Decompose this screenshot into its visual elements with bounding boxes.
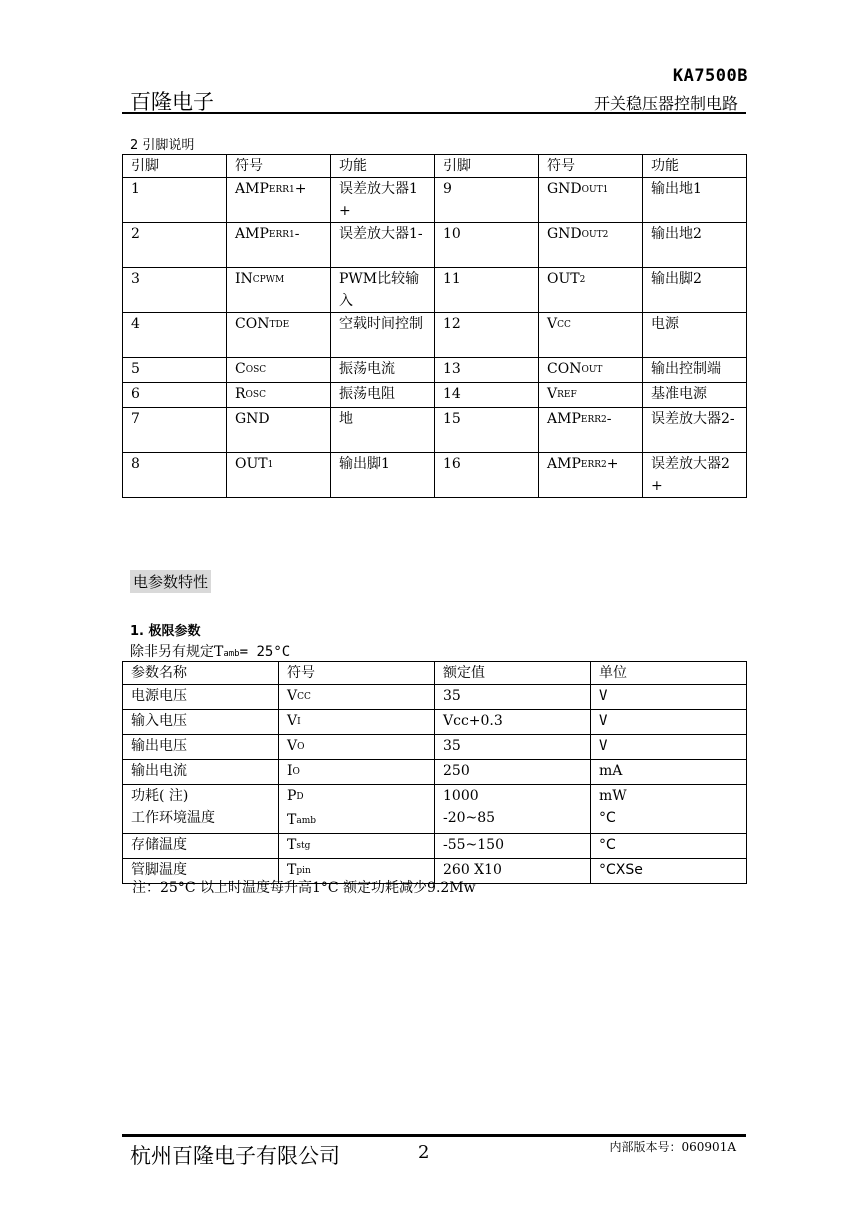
symbol-sub: CC <box>297 692 311 702</box>
pin-row <box>123 408 747 453</box>
param-symbol <box>279 834 435 859</box>
symbol-sub: O <box>297 742 305 752</box>
param-value: 35 <box>435 735 591 760</box>
symbol-main: AMP <box>547 456 581 472</box>
symbol-main: V <box>547 316 558 332</box>
symbol-cell <box>539 313 643 358</box>
symbol-sub: pin <box>296 866 311 876</box>
pin-section-title: 2 引脚说明 <box>130 138 195 153</box>
page-number: 2 <box>418 1142 430 1163</box>
symbol-sub: amb <box>296 816 317 826</box>
pin-number: 2 <box>123 223 227 268</box>
symbol-cell <box>539 268 643 313</box>
param-value: 260 X10 <box>435 859 591 884</box>
symbol-sub: ERR2 <box>580 460 607 470</box>
limit-section-title: 1. 极限参数 <box>130 624 201 639</box>
symbol-sub: OSC <box>245 365 267 375</box>
symbol-suffix: + <box>294 181 307 197</box>
symbol-suffix: - <box>606 411 612 427</box>
pin-function: 输出控制端 <box>643 358 747 383</box>
pin-number: 6 <box>123 383 227 408</box>
param-symbol <box>279 735 435 760</box>
header-cell: 引脚 <box>435 155 539 178</box>
param-unit: °C <box>591 834 747 859</box>
unit-line: mW <box>599 788 627 804</box>
symbol-main: CON <box>547 361 582 377</box>
pin-table-header <box>123 155 747 178</box>
symbol-cell <box>227 408 331 453</box>
header-cell: 参数名称 <box>123 662 279 685</box>
pin-function: 输出脚1 <box>331 453 435 498</box>
pin-number: 11 <box>435 268 539 313</box>
param-unit: °CXSe <box>591 859 747 884</box>
note-text: 注：25°C 以上时温度每升高1°C 额定功耗减少9.2Mw <box>132 880 476 896</box>
limit-row <box>123 834 747 859</box>
limit-row <box>123 760 747 785</box>
footer-divider <box>122 1134 746 1137</box>
limit-row <box>123 710 747 735</box>
pin-row <box>123 313 747 358</box>
pin-function: PWM比较输入 <box>331 268 435 313</box>
pin-function: 振荡电阻 <box>331 383 435 408</box>
header-cell: 单位 <box>591 662 747 685</box>
param-name: 输入电压 <box>123 710 279 735</box>
header-subtitle: 开关稳压器控制电路 <box>593 94 738 113</box>
header-company: 百隆电子 <box>130 90 214 114</box>
pin-number: 10 <box>435 223 539 268</box>
symbol-main: T <box>287 837 297 853</box>
symbol-sub: ERR1 <box>268 185 295 195</box>
header-cell: 功能 <box>643 155 747 178</box>
symbol-main: IN <box>235 271 253 287</box>
symbol-main: I <box>287 763 293 779</box>
header-cell: 功能 <box>331 155 435 178</box>
symbol-sub: OUT1 <box>581 185 609 195</box>
param-unit: V <box>591 710 747 735</box>
symbol-sub: REF <box>557 390 577 400</box>
param-unit <box>591 785 747 834</box>
param-value: Vcc+0.3 <box>435 710 591 735</box>
symbol-cell <box>539 358 643 383</box>
symbol-main: OUT <box>235 456 268 472</box>
limit-row <box>123 735 747 760</box>
pin-function: 误差放大器1- <box>331 223 435 268</box>
symbol-main: T <box>287 862 297 878</box>
pin-number: 5 <box>123 358 227 383</box>
param-name: 存储温度 <box>123 834 279 859</box>
symbol-main: P <box>287 788 297 804</box>
symbol-line <box>287 785 428 809</box>
pin-row <box>123 178 747 223</box>
param-name: 电源电压 <box>123 685 279 710</box>
symbol-sub: OSC <box>245 390 266 400</box>
pin-function: 输出地1 <box>643 178 747 223</box>
param-value: 35 <box>435 685 591 710</box>
pin-table <box>122 154 747 498</box>
symbol-sub: ERR2 <box>580 415 607 425</box>
symbol-sub: stg <box>296 841 311 851</box>
footer-company: 杭州百隆电子有限公司 <box>130 1144 340 1168</box>
pin-number: 7 <box>123 408 227 453</box>
condition-prefix: 除非另有规定T <box>130 644 224 660</box>
symbol-suffix: + <box>606 456 619 472</box>
condition-sub: amb <box>223 649 240 659</box>
pin-function: 误差放大器2- <box>643 408 747 453</box>
symbol-main: CON <box>235 316 270 332</box>
symbol-sub: 1 <box>267 460 274 470</box>
symbol-sub: CC <box>557 320 571 330</box>
symbol-cell <box>227 313 331 358</box>
header-divider <box>122 112 746 114</box>
pin-row <box>123 358 747 383</box>
pin-function: 地 <box>331 408 435 453</box>
symbol-main: OUT <box>547 271 580 287</box>
pin-row <box>123 223 747 268</box>
param-symbol <box>279 685 435 710</box>
symbol-main: GND <box>235 411 270 427</box>
symbol-sub: OUT2 <box>581 230 609 240</box>
pin-row <box>123 453 747 498</box>
symbol-cell <box>227 268 331 313</box>
limit-row-combined <box>123 785 747 834</box>
pin-number: 8 <box>123 453 227 498</box>
value-line: 1000 <box>443 788 479 804</box>
header-cell: 额定值 <box>435 662 591 685</box>
pin-function: 误差放大器1+ <box>331 178 435 223</box>
symbol-main: R <box>235 386 246 402</box>
symbol-main: V <box>547 386 558 402</box>
pin-number: 12 <box>435 313 539 358</box>
pin-function: 输出地2 <box>643 223 747 268</box>
symbol-main: AMP <box>235 181 269 197</box>
symbol-cell <box>227 358 331 383</box>
pin-function: 振荡电流 <box>331 358 435 383</box>
symbol-main: AMP <box>235 226 269 242</box>
pin-number: 16 <box>435 453 539 498</box>
limit-row <box>123 685 747 710</box>
symbol-sub: O <box>292 767 300 777</box>
limit-table <box>122 661 747 884</box>
symbol-main: V <box>287 713 298 729</box>
pin-function: 空载时间控制 <box>331 313 435 358</box>
pin-number: 9 <box>435 178 539 223</box>
symbol-cell <box>539 383 643 408</box>
pin-number: 4 <box>123 313 227 358</box>
condition-text <box>130 641 290 661</box>
param-value: 250 <box>435 760 591 785</box>
pin-row <box>123 268 747 313</box>
value-line: -20~85 <box>443 810 496 826</box>
pin-number: 1 <box>123 178 227 223</box>
param-value: -55~150 <box>435 834 591 859</box>
param-name: 输出电流 <box>123 760 279 785</box>
param-unit: V <box>591 685 747 710</box>
symbol-main: T <box>287 812 297 828</box>
symbol-sub: 2 <box>579 275 586 285</box>
version-label: 内部版本号：060901A <box>609 1140 736 1154</box>
symbol-sub: D <box>296 792 304 802</box>
elec-section-title: 电参数特性 <box>130 570 211 593</box>
symbol-main: AMP <box>547 411 581 427</box>
symbol-sub: ERR1 <box>268 230 295 240</box>
pin-function: 误差放大器2+ <box>643 453 747 498</box>
param-symbol <box>279 710 435 735</box>
symbol-main: GND <box>547 181 582 197</box>
param-name-line: 工作环境温度 <box>131 810 215 826</box>
symbol-cell <box>227 383 331 408</box>
header-cell: 引脚 <box>123 155 227 178</box>
symbol-cell <box>539 178 643 223</box>
pin-number: 3 <box>123 268 227 313</box>
symbol-suffix: - <box>294 226 300 242</box>
param-name: 管脚温度 <box>123 859 279 884</box>
pin-number: 14 <box>435 383 539 408</box>
param-name-line: 功耗( 注) <box>131 788 189 804</box>
symbol-main: V <box>287 688 298 704</box>
param-unit: mA <box>591 760 747 785</box>
symbol-cell <box>227 453 331 498</box>
param-symbol <box>279 760 435 785</box>
symbol-line <box>287 809 428 833</box>
pin-number: 15 <box>435 408 539 453</box>
symbol-sub: I <box>297 717 301 727</box>
unit-line: °C <box>599 810 616 826</box>
header-cell: 符号 <box>539 155 643 178</box>
pin-function: 电源 <box>643 313 747 358</box>
condition-suffix: = 25°C <box>239 644 291 660</box>
pin-function: 输出脚2 <box>643 268 747 313</box>
symbol-sub: OUT <box>581 365 603 375</box>
symbol-main: C <box>235 361 246 377</box>
pin-number: 13 <box>435 358 539 383</box>
param-name: 输出电压 <box>123 735 279 760</box>
part-code: KA7500B <box>672 66 748 86</box>
symbol-sub: TDE <box>269 320 290 330</box>
limit-table-header <box>123 662 747 685</box>
symbol-cell <box>539 408 643 453</box>
symbol-cell <box>227 178 331 223</box>
header-cell: 符号 <box>227 155 331 178</box>
symbol-main: V <box>287 738 298 754</box>
param-symbol <box>279 785 435 834</box>
symbol-cell <box>539 453 643 498</box>
header-cell: 符号 <box>279 662 435 685</box>
symbol-cell <box>227 223 331 268</box>
param-name <box>123 785 279 834</box>
param-unit: V <box>591 735 747 760</box>
symbol-cell <box>539 223 643 268</box>
pin-row <box>123 383 747 408</box>
symbol-sub: CPWM <box>252 275 285 285</box>
pin-function: 基准电源 <box>643 383 747 408</box>
param-value <box>435 785 591 834</box>
symbol-main: GND <box>547 226 582 242</box>
